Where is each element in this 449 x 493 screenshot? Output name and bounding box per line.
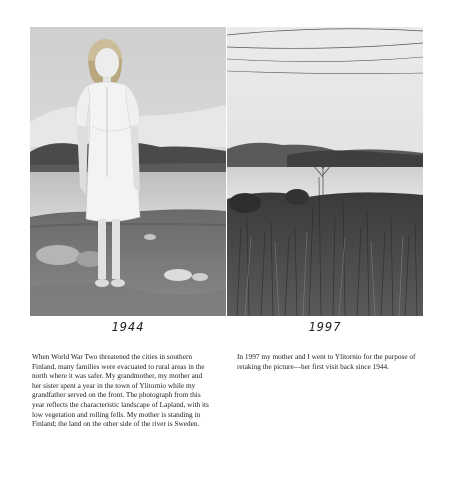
caption-1997: In 1997 my mother and I went to Ylitornio for the purpose of retaking the picture—her first visit back since 1944. (237, 352, 416, 371)
caption-1944: When World War Two threatened the cities in southern Finland, many families were evacuated to rural areas in the north where it was safer. My grandmother, my mother and her sister spent a year in the town of Ylitornio while my grandfather served on the front. The photograph from this year reflects the characteristic landscape of Lapland, with its low vegetation and rolling fells. My mother is standing in Finland; the land on the other side of the river is Sweden. (32, 352, 209, 429)
year-label-1997: 1997 (308, 320, 342, 334)
photo-1997 (227, 27, 423, 316)
photo-1944 (30, 27, 226, 316)
year-label-1944: 1944 (111, 320, 145, 334)
